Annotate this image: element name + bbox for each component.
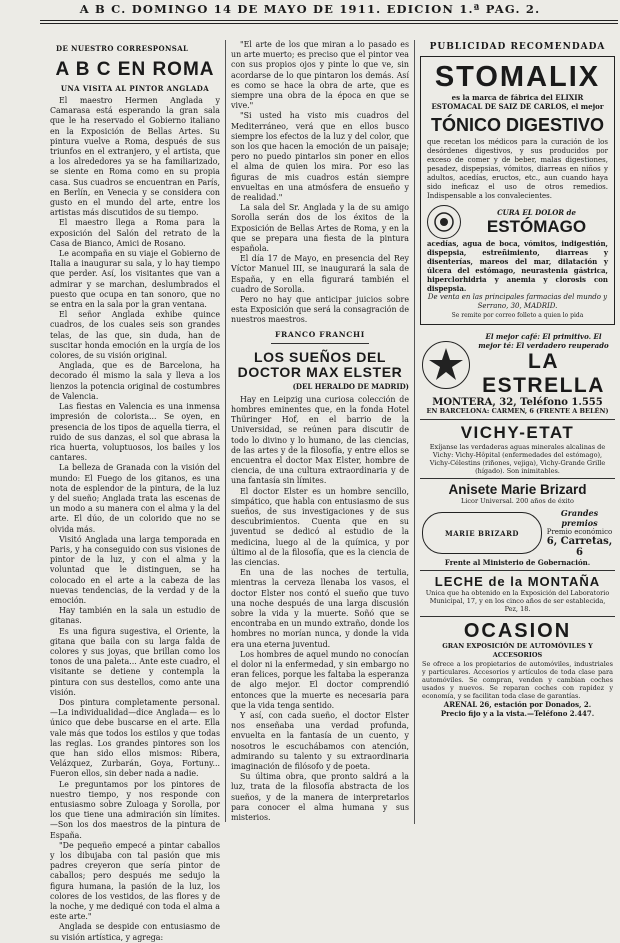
article-body-elster <box>231 395 409 824</box>
paragraph: Le acompaña en su viaje el Gobierno de Italia a inaugurar su sala, y lo hay tiempo que perder. Así, los visitantes que van a admirar y se marchan, deslumbrados el puesto que ocupa en tan sonoro, que no se entra en la sala por la gran ventana. <box>50 249 220 310</box>
stomalix-line: es la marca de fábrica del ELIXIR ESTOMACAL DE SAIZ DE CARLOS, el mejor <box>431 93 604 111</box>
article-source: (DEL HERALDO DE MADRID) <box>292 381 409 391</box>
ocasion-address: ARENAL 26, estación por Donados, 2. <box>443 700 592 709</box>
star-emblem-icon <box>422 341 470 389</box>
stomalix-text: que recetan los médicos para la curación de los desórdenes digestivos, y sus producidos por exceso de comer y de beber, malas digestiones, pesadez, dispepsias, vómitos, diarreas en niños y adultos, acedías, eructos, etc., aun cuando haya sido ineficaz el uso de otros remedios. Indispensable a los convalecientes. <box>427 138 608 200</box>
paragraph: El maestro Hermen Anglada y Camarasa está esperando la gran sala que le ha reservado el Gobierno italiano en la Exposición de Bellas Artes. Su pintura vuelve a Roma, después de sus triunfos en el extranjero, y el artista, que a los alrededores ya se ha familiarizado, se siente en Roma como en su propia casa. Sus cuadros se encuentran en París, en Berlín, en Venecia y se considera con gusto en el mundo del arte, entre los artistas más discutidos de su tiempo. <box>50 96 220 218</box>
ocasion-text: Se ofrece a los propietarios de automóviles, industriales y particulares. Accesorios y artículos de toda clase para automóviles. Se compran, venden y cambian coches usados y nuevos. Se reparan coches con rapidez y economía, y se facilitan toda clase de garantías. <box>422 660 613 700</box>
stomalix-ad <box>420 56 615 325</box>
leche-ad <box>420 571 615 617</box>
paragraph: Las fiestas en Valencia es una inmensa impresión de colorista... Se oyen, en presencia de los tipos de aquella tierra, el ruido de sus danzas, el sol que abrasa la rica huerta, voluptuosos, los bailes y los cantares. <box>50 402 220 463</box>
paragraph: Le preguntamos por los pintores de nuestro tiempo, y nos responde con entusiasmo sobre Zuloaga y Sorolla, por los que tiene una admiración sin límites. —Son los dos maestros de la pintura de España. <box>50 779 220 840</box>
paragraph: El día 17 de Mayo, en presencia del Rey Víctor Manuel III, se inaugurará la sala de España, y en ella figurará también el cuadro de Sorolla. <box>231 254 409 294</box>
leche-text: Unica que ha obtenido en la Exposición del Laboratorio Municipal, 17, y en los cinco años de ser establecida, Pez, 18. <box>425 589 610 613</box>
brizard-address: 6, Carretas, 6 <box>546 536 613 558</box>
paragraph: "Si usted ha visto mis cuadros del Mediterráneo, verá que en ellos busco siempre los efectos de la luz y del color, que son los que hacen la emoción de un paisaje; pero no puedo pintarlos sin poner en ellos el alma de quien los mira. Por eso las figuras de mis cuadros están siempre envueltas en una atmósfera de ensueño y de realidad." <box>231 111 409 203</box>
article-subtitle: UNA VISITA AL PINTOR ANGLADA <box>60 84 210 93</box>
paragraph: En una de las noches de tertulia, mientras la cerveza llenaba los vasos, el doctor Elster nos contó el sueño que tuvo una noche después de una larga discusión sobre la vida y la muerte. Soñó que se encontraba en un mundo extraño, donde los hombres no morían nunca, y donde la vida era una eterna juventud. <box>231 568 409 649</box>
separator <box>271 343 369 344</box>
brizard-right-text: Premio económico <box>546 528 613 536</box>
paragraph: Anglada se despide con entusiasmo de su visión artística, y agrega: <box>50 922 220 942</box>
header-rule <box>40 20 618 21</box>
article-abc-en-roma <box>50 44 220 942</box>
advertising-heading: PUBLICIDAD RECOMENDADA <box>429 42 606 52</box>
paragraph: Su última obra, que pronto saldrá a la luz, trata de la filosofía abstracta de los sueños, y de la manera de interpretarlos para conocer el alma humana y sus misterios. <box>231 772 409 823</box>
paragraph: El maestro llega a Roma para la exposición del Salón del retrato de la Casa de Bianco, Amici de Rosano. <box>50 218 220 248</box>
ocasion-price: Precio fijo y a la vista.—Teléfono 2.447. <box>440 709 595 718</box>
estrella-tagline: El mejor café: El primitivo. El mejor té: El verdadero reuperado <box>478 332 609 350</box>
paragraph: La belleza de Granada con la visión del mundo: El Fuego de los gitanos, es una nota de esplendor de la pintura, de la luz y del sueño; Anglada trata las escenas de un modo a su manera con el alma y la del arte. El dúo, de un colorido que no se olvida más. <box>50 463 220 534</box>
brizard-tagline: Licor Universal. 200 años de éxito <box>461 497 574 505</box>
estrella-branch: EN BARCELONA: CARMEN, 6 (FRENTE A BELÉN) <box>426 407 609 415</box>
ocasion-sub: GRAN EXPOSICIÓN DE AUTOMÓVILES Y ACCESORIOS <box>442 642 593 659</box>
paragraph: El señor Anglada exhibe quince cuadros, de los cuales seis son grandes telas, de las que, sin duda, han de suscitar honda emoción en la urgía de los colores, de su visión original. <box>50 310 220 361</box>
paragraph: Los hombres de aquel mundo no conocían el dolor ni la enfermedad, y sin embargo no eran felices, porque les faltaba la esperanza de algo mejor. El doctor comprendió entonces que la muerte es necesaria para que la vida tenga sentido. <box>231 649 409 710</box>
paragraph: Es una figura sugestiva, el Oriente, la gitana que baila con su larga falda de colores y sus joyas, que brillan como los tonos de una paleta... Ante este cuadro, el visitante se detiene y contempla la pintura con sus destellos, como ante una visión. <box>50 626 220 697</box>
stomalix-sale: De venta en las principales farmacias del mundo y Serrano, 30, MADRID. <box>427 293 608 310</box>
paragraph: La sala del Sr. Anglada y la de su amigo Sorolla serán dos de los éxitos de la Exposición de Bellas Artes de Roma, y en la que se prepara una fiesta de la pintura española. <box>231 203 409 254</box>
ocasion-ad <box>420 617 615 721</box>
column-divider-1 <box>225 40 226 822</box>
ocasion-name: OCASION <box>463 620 572 642</box>
stomalix-organ: ESTÓMAGO <box>486 216 587 236</box>
article-title: A B C EN ROMA <box>55 59 215 80</box>
brizard-footer: Frente al Ministerio de Gobernación. <box>444 558 591 567</box>
brizard-badge <box>422 512 542 554</box>
paragraph: Hay también en la sala un estudio de gitanas. <box>50 606 220 626</box>
vichy-ad <box>420 420 615 479</box>
paragraph: Hay en Leipzig una curiosa colección de hombres eminentes que, en la fonda Hotel Thüringer Hof, en el barrio de la Universidad, se reúnen para discutir de todo lo divino y lo humano, de las ciencias, de las artes y de la filosofía, y entre ellos se encuentra el doctor Max Elster, hombre de ciencia, de una cultura extraordinaria y de una fantasía sin límites. <box>231 394 409 486</box>
stomalix-product: TÓNICO DIGESTIVO <box>430 115 604 135</box>
header-rule-2 <box>40 23 618 24</box>
vichy-name: VICHY-ETAT <box>460 423 575 442</box>
article-continuation <box>231 40 409 326</box>
paragraph: Y así, con cada sueño, el doctor Elster nos enseñaba una verdad profunda, envuelta en la fantasía de un cuento, y nosotros le escuchábamos con atención, admirando su talento y su extraordinaria imaginación de filósofo y de poeta. <box>231 710 409 771</box>
estrella-address: MONTERA, 32, Teléfono 1.555 <box>432 397 603 408</box>
leche-name: LECHE de la MONTAÑA <box>434 574 601 589</box>
page-header: A B C. DOMINGO 14 DE MAYO DE 1911. EDICION 1.ª PAG. 2. <box>79 2 541 16</box>
advertising-column <box>420 42 615 826</box>
stomalix-name: STOMALIX <box>434 61 601 93</box>
article-title-elster: LOS SUEÑOS DEL DOCTOR MAX ELSTER <box>237 348 403 380</box>
column-divider-2 <box>414 40 415 824</box>
brizard-ad <box>420 479 615 571</box>
paragraph: Dos pintura completamente personal. —La individualidad—dice Anglada— es lo único que debe buscarse en el arte. Ella vale más que todos los estilos y que todas las reglas. Los grandes pintores son los que han sido ellos mismos: Ribera, Velázquez, Zurbarán, Goya, Fortuny... Fueron ellos, sin deber nada a nadie. <box>50 697 220 779</box>
stomalix-cure-row <box>427 205 608 239</box>
la-estrella-ad <box>420 329 615 420</box>
brizard-badge-label: MARIE BRIZARD <box>445 528 519 538</box>
vichy-text: Exíjanse las verdaderas aguas minerales alcalinas de Vichy: Vichy-Hôpital (enfermedades del estómago), Vichy-Célestins (riñones, vejiga), Vichy-Grande Grille (hígado). Son inimitables. <box>429 443 606 475</box>
stomalix-cure: CURA EL DOLOR de <box>497 207 576 217</box>
correspondent-kicker: DE NUESTRO CORRESPONSAL <box>56 44 189 53</box>
stomalix-symptoms: acedías, agua de boca, vómitos, indigestión, dispepsia, estreñimiento, diarreas y disenterías, mareos del mar, dilatación y úlcera del estómago, neurastenia gástrica, hiperclorhidria y anemia y clorosis con dispepsia. <box>427 239 608 293</box>
stomalix-note: Se remite por correo folleto a quien lo pida <box>451 312 584 319</box>
paragraph: Anglada, que es de Barcelona, ha decorado él mismo la sala y lleva a los lienzos la potencia original de costumbres de Valencia. <box>50 361 220 401</box>
column-two <box>231 40 409 823</box>
paragraph: Visitó Anglada una larga temporada en Paris, y ha conseguido con sus visiones de pintor de la luz, y con el alma y la voluntad que le distinguen, se ha colocado en el arte a la cabeza de las nuevas tendencias, de la verdad y de la emoción. <box>50 534 220 605</box>
paragraph: El doctor Elster es un hombre sencillo, simpático, que habla con entusiasmo de sus sueños, de sus investigaciones y de sus descubrimientos. Cuenta que en su juventud se dedicó al estudio de la medicina, luego al de la química, y por último al de la filosofía, que es la ciencia de las ciencias. <box>231 486 409 567</box>
estrella-name: LA ESTRELLA <box>482 350 605 397</box>
paragraph: Pero no hay que anticipar juicios sobre esta Exposición que será la consagración de nuestros maestros. <box>231 295 409 325</box>
brizard-right-title: Grandes premios <box>560 508 599 528</box>
paragraph: "De pequeño empecé a pintar caballos y los dibujaba con tal pasión que mis padres creyeron que sería pintor de caballos; pero después me sedujo la figura humana, la pasión de la luz, los colores de los vestidos, de las flores y de la noche, y me dediqué con toda el alma a este arte." <box>50 840 220 922</box>
paragraph: "El arte de los que miran a lo pasado es un arte muerto; es preciso que el pintor vea con sus propios ojos y pinte lo que ve, sin acordarse de lo que pintaron los demás. Así es como se hace la obra de arte, que es siempre una obra de la época en que se vive." <box>231 40 409 111</box>
article-body <box>50 96 220 943</box>
author-signature: FRANCO FRANCHI <box>275 329 365 339</box>
brizard-name: Anisete Marie Brizard <box>448 482 587 497</box>
stomalix-seal-icon <box>427 205 461 239</box>
